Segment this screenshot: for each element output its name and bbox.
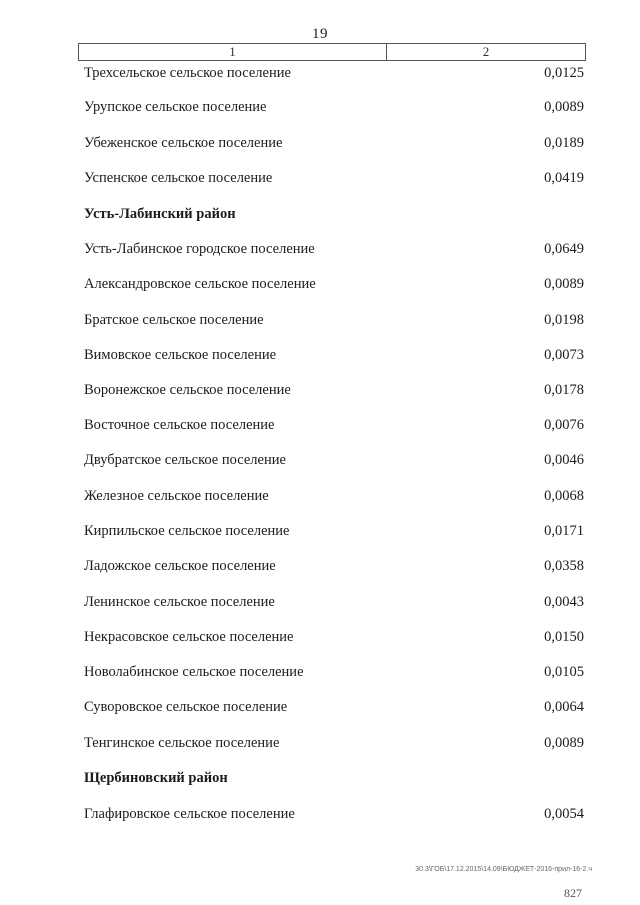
settlement-name: Глафировское сельское поселение [84,806,295,822]
settlement-name: Суворовское сельское поселение [84,699,288,715]
table-row [0,485,640,507]
settlement-name: Новолабинское сельское поселение [84,664,304,680]
table-row [0,626,640,648]
settlement-name: Ленинское сельское поселение [84,594,275,610]
settlement-value: 0,0419 [544,170,584,186]
table-row [0,309,640,331]
document-footer-code: 30.3\ГОБ\17.12.2015\14.09\БЮДЖЕТ-2016-прил-16-2.ч [415,866,592,873]
settlement-name: Железное сельское поселение [84,488,269,504]
table-row [0,238,640,260]
settlement-value: 0,0089 [544,99,584,115]
settlement-name: Восточное сельское поселение [84,417,275,433]
stamp-number: 827 [564,886,582,900]
settlement-value: 0,0198 [544,312,584,328]
settlement-value: 0,0043 [544,594,584,610]
settlement-value: 0,0073 [544,347,584,363]
settlement-value: 0,0171 [544,523,584,539]
settlement-value: 0,0105 [544,664,584,680]
settlement-name: Успенское сельское поселение [84,170,273,186]
table-row [0,96,640,118]
settlement-value: 0,0089 [544,276,584,292]
table-row [0,414,640,436]
settlement-value: 0,0046 [544,452,584,468]
column-header-1: 1 [79,44,387,60]
district-name: Щербиновский район [84,770,228,786]
settlement-value: 0,0189 [544,135,584,151]
district-heading-row [0,203,640,225]
settlement-value: 0,0054 [544,806,584,822]
table-row [0,555,640,577]
table-row [0,379,640,401]
settlement-name: Воронежское сельское поселение [84,382,291,398]
table-row [0,696,640,718]
table-header [78,43,586,61]
settlement-name: Некрасовское сельское поселение [84,629,294,645]
settlement-name: Двубратское сельское поселение [84,452,286,468]
district-name: Усть-Лабинский район [84,206,236,222]
settlement-value: 0,0150 [544,629,584,645]
table-row [0,803,640,825]
settlement-name: Ладожское сельское поселение [84,558,276,574]
table-row [0,132,640,154]
table-row [0,661,640,683]
settlement-name: Урупское сельское поселение [84,99,267,115]
table-row [0,449,640,471]
settlement-name: Александровское сельское поселение [84,276,316,292]
settlement-name: Трехсельское сельское поселение [84,65,291,81]
settlement-value: 0,0089 [544,735,584,751]
settlement-value: 0,0125 [544,65,584,81]
table-row [0,520,640,542]
table-row [0,62,640,84]
table-row [0,167,640,189]
settlement-value: 0,0068 [544,488,584,504]
table-row [0,591,640,613]
settlement-name: Убеженское сельское поселение [84,135,283,151]
settlement-name: Кирпильское сельское поселение [84,523,290,539]
column-header-2: 2 [482,44,490,59]
page-number: 19 [312,26,328,42]
settlement-name: Усть-Лабинское городское поселение [84,241,315,257]
district-heading-row [0,767,640,789]
settlement-value: 0,0064 [544,699,584,715]
settlement-value: 0,0358 [544,558,584,574]
settlement-value: 0,0076 [544,417,584,433]
settlement-name: Вимовское сельское поселение [84,347,277,363]
table-row [0,732,640,754]
settlement-name: Тенгинское сельское поселение [84,735,280,751]
table-row [0,273,640,295]
settlement-name: Братское сельское поселение [84,312,264,328]
settlement-value: 0,0178 [544,382,584,398]
settlement-value: 0,0649 [544,241,584,257]
table-row [0,344,640,366]
